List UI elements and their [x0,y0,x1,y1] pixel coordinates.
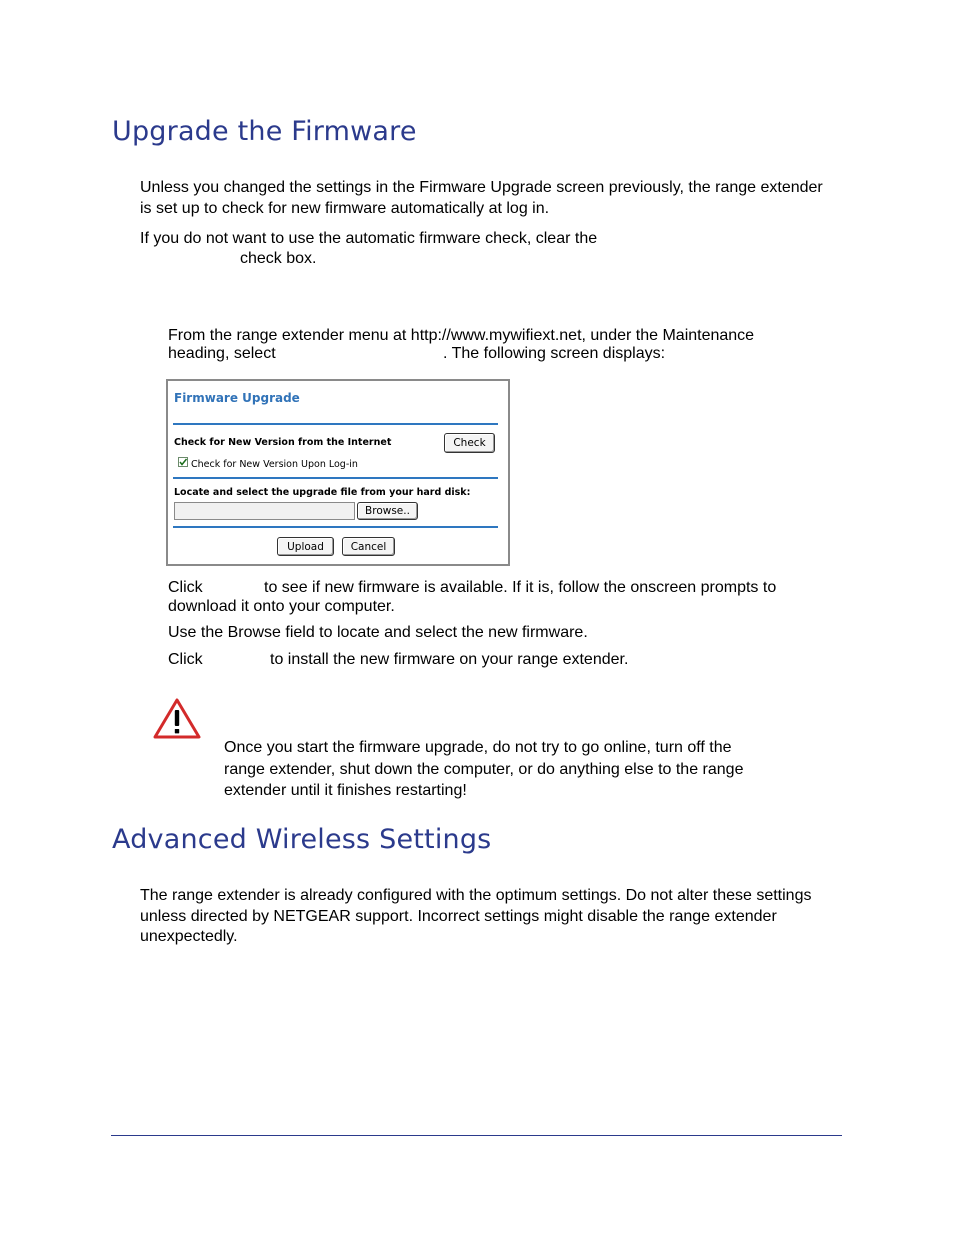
step-3: Use the Browse field to locate and select the new firmware. [168,624,588,641]
section-title-upgrade-firmware: Upgrade the Firmware [112,116,417,147]
file-path-input[interactable] [174,502,355,520]
advanced-wireless-paragraph: The range extender is already configured with the optimum settings. Do not alter these settings unless directed by NETGEAR support. Incorrect settings might disable the range extender unexpectedly. [140,887,812,945]
step-1-line-2-prefix: heading, select [168,345,276,362]
step-2-line-2: download it onto your computer. [168,598,395,615]
warning-line-1: Once you start the firmware upgrade, do not try to go online, turn off the [224,739,732,756]
step-2-prefix: Click [168,579,203,596]
divider [173,423,498,425]
cancel-button[interactable]: Cancel [342,537,395,556]
auto-check-line-2: check box. [240,250,317,267]
step-1-line-1: From the range extender menu at http://www.mywifiext.net, under the Maintenance [168,327,755,344]
section-title-advanced-wireless: Advanced Wireless Settings [112,824,492,855]
upload-button[interactable]: Upload [277,537,334,556]
browse-button[interactable]: Browse.. [357,502,418,520]
step-4-suffix: to install the new firmware on your range extender. [270,651,629,668]
checkmark-icon [178,457,188,467]
auto-check-checkbox[interactable] [178,457,188,467]
auto-check-line-1: If you do not want to use the automatic firmware check, clear the [140,230,598,247]
warning-line-2: range extender, shut down the computer, or do anything else to the range [224,761,744,778]
footer-divider [111,1135,842,1136]
warning-line-3: extender until it finishes restarting! [224,782,467,799]
divider [173,477,498,479]
auto-check-label: Check for New Version Upon Log-in [191,459,358,470]
intro-paragraph: Unless you changed the settings in the Firmware Upgrade screen previously, the range extender is set up to check for new firmware automatically at log in. [140,179,823,217]
firmware-upgrade-screenshot [166,379,510,566]
step-2-suffix: to see if new firmware is available. If it is, follow the onscreen prompts to [264,579,777,596]
step-4-prefix: Click [168,651,203,668]
check-internet-label: Check for New Version from the Internet [174,437,392,448]
locate-file-label: Locate and select the upgrade file from your hard disk: [174,487,471,498]
step-1-line-2-suffix: . The following screen displays: [443,345,666,362]
firmware-screen-title: Firmware Upgrade [174,391,300,405]
warning-triangle-icon [152,697,202,740]
check-button[interactable]: Check [444,433,495,453]
divider [173,526,498,528]
